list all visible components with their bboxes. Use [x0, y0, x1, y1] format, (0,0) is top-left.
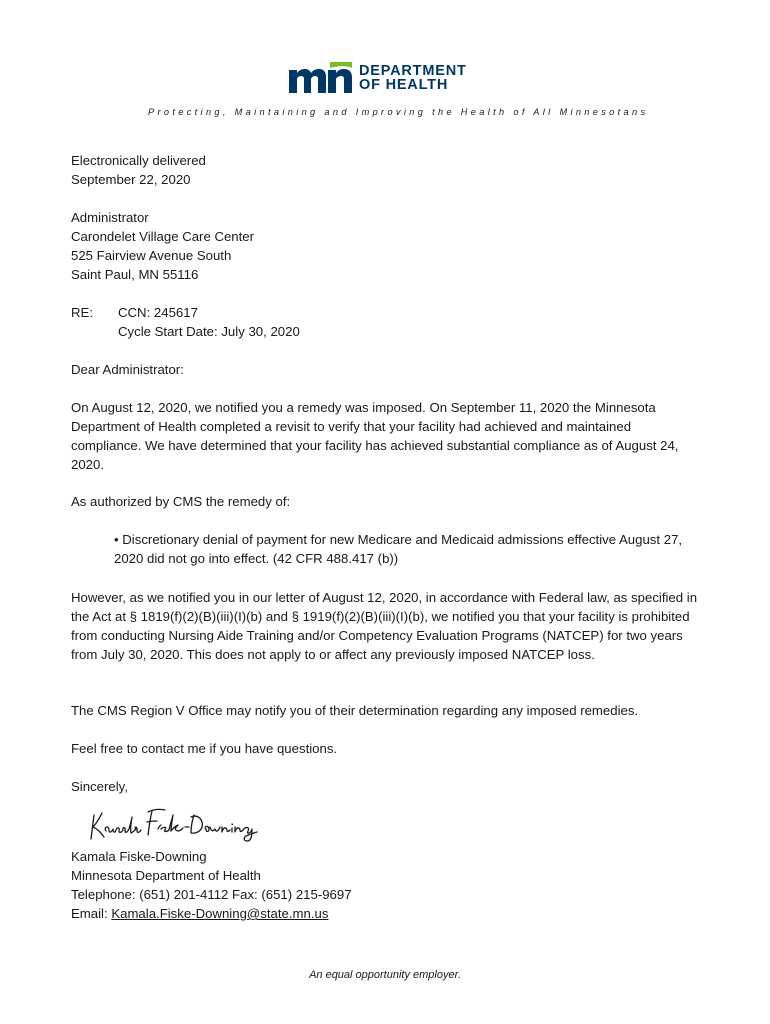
letter-date: September 22, 2020 [71, 172, 191, 187]
closing [71, 777, 701, 796]
remedy-bullet [114, 530, 704, 568]
re-cycle-date: Cycle Start Date: July 30, 2020 [118, 324, 300, 339]
paragraph-2-text: As authorized by CMS the remedy of: [71, 494, 291, 509]
logo-line-1: DEPARTMENT [359, 63, 467, 79]
recipient-address [71, 208, 701, 284]
handwritten-signature [88, 803, 260, 843]
footer-eoe: An equal opportunity employer. [309, 969, 461, 981]
logo-wordmark [359, 64, 467, 92]
logo-line-2: OF HEALTH [359, 77, 449, 93]
mn-logo-mark [289, 62, 353, 94]
email-label: Email: [71, 906, 112, 921]
paragraph-3-text: However, as we notified you in our letter of August 12, 2020, in accordance with Federal law, as specified in the Act at § 1819(f)(2)(B)(iii)(I)(b) and § 1919(f)(2)(B)(iii)(I)(b), we notified you that your facility is prohibited from conducting Nursing Aide Training and/or Competency Evaluation Programs (NATCEP) for two years from July 30, 2020. This does not apply to or affect any previously imposed NATCEP loss. [71, 590, 698, 662]
recipient-line-2: Carondelet Village Care Center [71, 229, 255, 244]
paragraph-4 [71, 701, 701, 720]
email-link[interactable]: Kamala.Fiske-Downing@state.mn.us [111, 906, 329, 921]
signer-org: Minnesota Department of Health [71, 868, 261, 883]
paragraph-5-text: Feel free to contact me if you have questions. [71, 741, 338, 756]
date-block [71, 151, 701, 189]
signer-name: Kamala Fiske-Downing [71, 849, 207, 864]
recipient-line-1: Administrator [71, 210, 149, 225]
paragraph-4-text: The CMS Region V Office may notify you of their determination regarding any imposed remedies. [71, 703, 639, 718]
closing-text: Sincerely, [71, 779, 128, 794]
signer-phone: Telephone: (651) 201-4112 Fax: (651) 215-9697 [71, 887, 352, 902]
delivery-method: Electronically delivered [71, 153, 206, 168]
recipient-line-3: 525 Fairview Avenue South [71, 248, 232, 263]
remedy-bullet-text: • Discretionary denial of payment for new Medicare and Medicaid admissions effective August 27, 2020 did not go into effect. (42 CFR 488.417 (b)) [114, 532, 683, 566]
signer-block [71, 847, 701, 923]
mdh-logo [289, 62, 467, 94]
paragraph-1 [71, 398, 701, 474]
recipient-line-4: Saint Paul, MN 55116 [71, 267, 199, 282]
paragraph-2 [71, 492, 701, 511]
re-block [71, 303, 701, 341]
salutation-text: Dear Administrator: [71, 362, 184, 377]
signer-email-line [71, 904, 701, 923]
re-label: RE: [71, 305, 93, 320]
re-ccn: CCN: 245617 [118, 305, 198, 320]
paragraph-1-text: On August 12, 2020, we notified you a remedy was imposed. On September 11, 2020 the Minnesota Department of Health completed a revisit to verify that your facility had achieved and maintained compliance. We have determined that your facility has achieved substantial compliance as of August 24, 2020. [71, 400, 679, 472]
salutation [71, 360, 701, 379]
paragraph-3 [71, 588, 701, 664]
tagline: Protecting, Maintaining and Improving the Health of All Minnesotans [148, 107, 649, 117]
paragraph-5 [71, 739, 701, 758]
